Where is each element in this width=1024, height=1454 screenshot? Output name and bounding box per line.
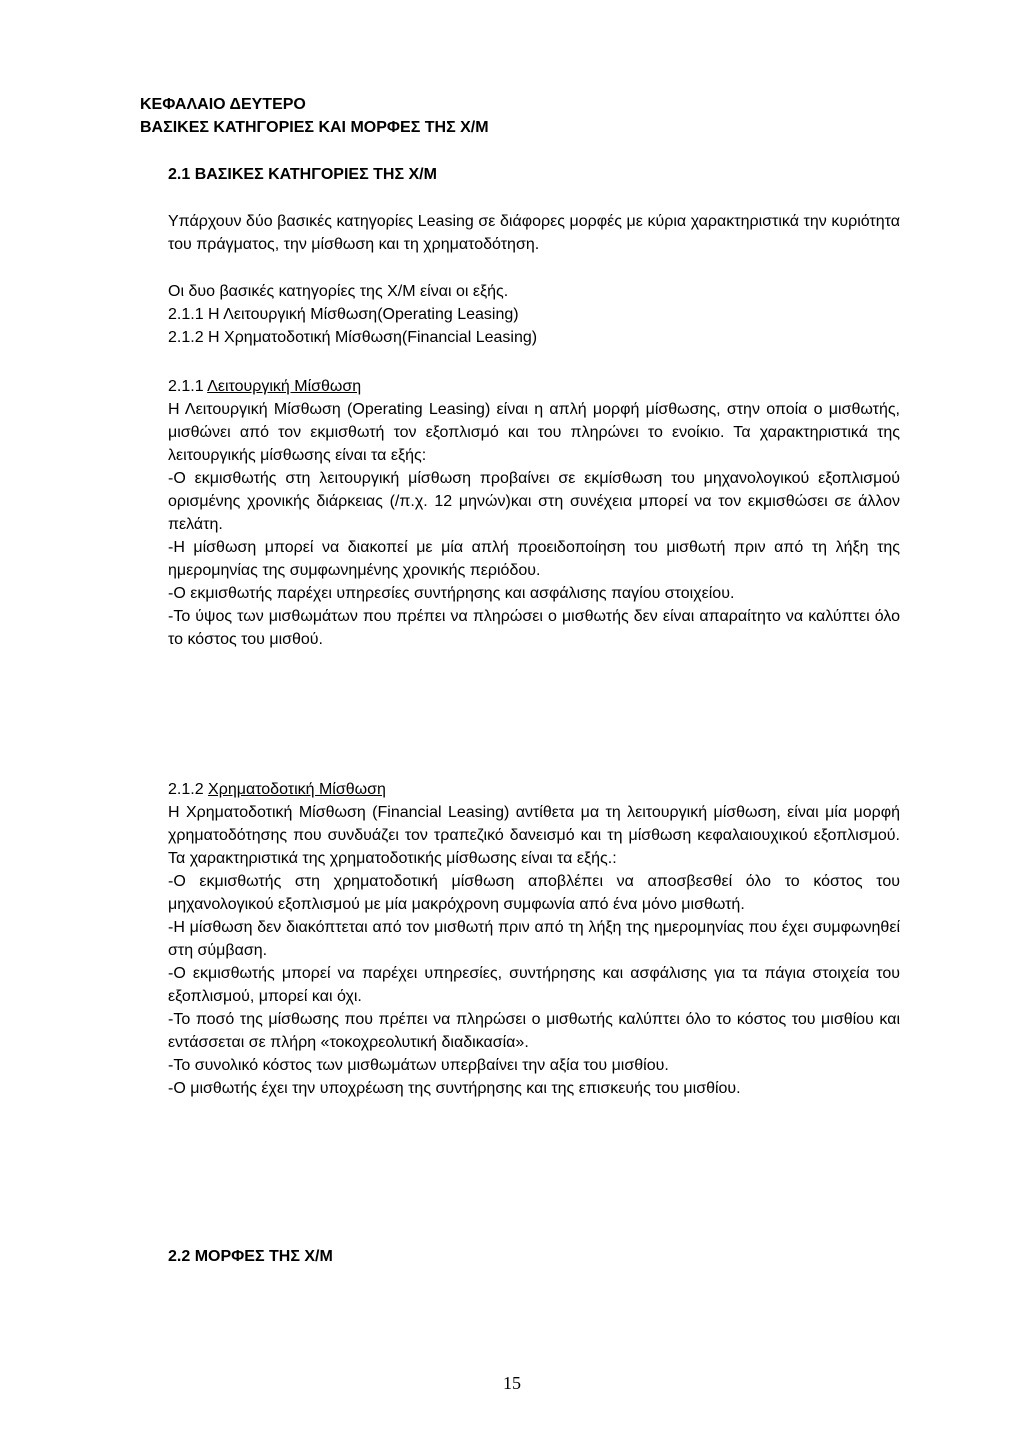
- list-item: -Το ποσό της μίσθωσης που πρέπει να πληρώσει ο μισθωτής καλύπτει όλο το κόστος του μισθίου και εντάσσεται σε πλήρη «τοκοχρεολυτική διαδικασία».: [168, 1011, 900, 1051]
- section-2-1-2-number: 2.1.2: [168, 781, 204, 798]
- section-2-1-intro2: Οι δυο βασικές κατηγορίες της Χ/Μ είναι οι εξής.: [168, 283, 509, 300]
- section-2-1-intro: [140, 210, 900, 256]
- section-2-1-list-item2: 2.1.2 Η Χρηματοδοτική Μίσθωση(Financial Leasing): [168, 329, 538, 346]
- list-item: -Η μίσθωση δεν διακόπτεται από τον μισθωτή πριν από τη λήξη της ημερομηνίας που έχει συμφωνηθεί στη σύμβαση.: [168, 919, 900, 959]
- section-2-1-heading: 2.1 ΒΑΣΙΚΕΣ ΚΑΤΗΓΟΡΙΕΣ ΤΗΣ Χ/Μ: [168, 166, 437, 183]
- section-2-1-1-number: 2.1.1: [168, 378, 204, 395]
- section-2-1-2-body-text: Η Χρηματοδοτική Μίσθωση (Financial Leasing) αντίθετα μα τη λειτουργική μίσθωση, είναι μία μορφή χρηματοδότησης που συνδυάζει τον τραπεζικό δανεισμό και τη μίσθωση κεφαλαιουχικού εξοπλισμού. Τα χαρακτηριστικά της χρηματοδοτικής μίσθωσης είναι τα εξής.:: [168, 804, 900, 867]
- section-2-1-2-title: Χρηματοδοτική Μίσθωση: [208, 781, 386, 798]
- section-2-2-heading: 2.2 ΜΟΡΦΕΣ ΤΗΣ Χ/Μ: [168, 1248, 333, 1265]
- list-item: -Ο εκμισθωτής στη λειτουργική μίσθωση προβαίνει σε εκμίσθωση του μηχανολογικού εξοπλισμού ορισμένης χρονικής διάρκειας (/π.χ. 12 μηνών)και στη συνέχεια μπορεί να τον εκμισθώσει σε άλλον πελάτη.: [168, 470, 900, 533]
- section-2-1-1-body: [140, 398, 900, 651]
- section-2-1-2-body: [140, 801, 900, 1100]
- section-2-1-list-item1: 2.1.1 Η Λειτουργική Μίσθωση(Operating Leasing): [168, 306, 519, 323]
- section-2-1-1-title: Λειτουργική Μίσθωση: [207, 378, 362, 395]
- list-item: -Το συνολικό κόστος των μισθωμάτων υπερβαίνει την αξία του μισθίου.: [168, 1057, 669, 1074]
- list-item: -Ο εκμισθωτής μπορεί να παρέχει υπηρεσίες, συντήρησης και ασφάλισης για τα πάγια στοιχεία του εξοπλισμού, μπορεί και όχι.: [168, 965, 900, 1005]
- section-2-1-intro-text: Υπάρχουν δύο βασικές κατηγορίες Leasing σε διάφορες μορφές με κύρια χαρακτηριστικά την κυριότητα του πράγματος, την μίσθωση και τη χρηματοδότηση.: [168, 213, 900, 253]
- list-item: -Το ύψος των μισθωμάτων που πρέπει να πληρώσει ο μισθωτής δεν είναι απαραίτητο να καλύπτει όλο το κόστος του μισθού.: [168, 608, 900, 648]
- page-number: 15: [503, 1373, 521, 1393]
- list-item: -Ο μισθωτής έχει την υποχρέωση της συντήρησης και της επισκευής του μισθίου.: [168, 1080, 741, 1097]
- chapter-title-line2: ΒΑΣΙΚΕΣ ΚΑΤΗΓΟΡΙΕΣ ΚΑΙ ΜΟΡΦΕΣ ΤΗΣ Χ/Μ: [140, 119, 489, 136]
- list-item: -Η μίσθωση μπορεί να διακοπεί με μία απλή προειδοποίηση του μισθωτή πριν από τη λήξη της ημερομηνίας της συμφωνημένης χρονικής περιόδου.: [168, 539, 900, 579]
- chapter-title-line1: ΚΕΦΑΛΑΙΟ ΔΕΥΤΕΡΟ: [140, 96, 306, 113]
- section-2-1-2-heading: [168, 778, 900, 801]
- section-2-1-1-heading: [168, 375, 900, 398]
- list-item: -Ο εκμισθωτής παρέχει υπηρεσίες συντήρησης και ασφάλισης παγίου στοιχείου.: [168, 585, 735, 602]
- list-item: -Ο εκμισθωτής στη χρηματοδοτική μίσθωση αποβλέπει να αποσβεσθεί όλο το κόστος του μηχανολογικού εξοπλισμού με μία μακρόχρονη συμφωνία από ένα μόνο μισθωτή.: [168, 873, 900, 913]
- chapter-title: [140, 93, 900, 139]
- section-2-1-1-body-text: Η Λειτουργική Μίσθωση (Operating Leasing) είναι η απλή μορφή μίσθωσης, στην οποία ο μισθωτής, μισθώνει από τον εκμισθωτή τον εξοπλισμό και του πληρώνει το ενοίκιο. Τα χαρακτηριστικά της λειτουργικής μίσθωσης είναι τα εξής:: [168, 401, 900, 464]
